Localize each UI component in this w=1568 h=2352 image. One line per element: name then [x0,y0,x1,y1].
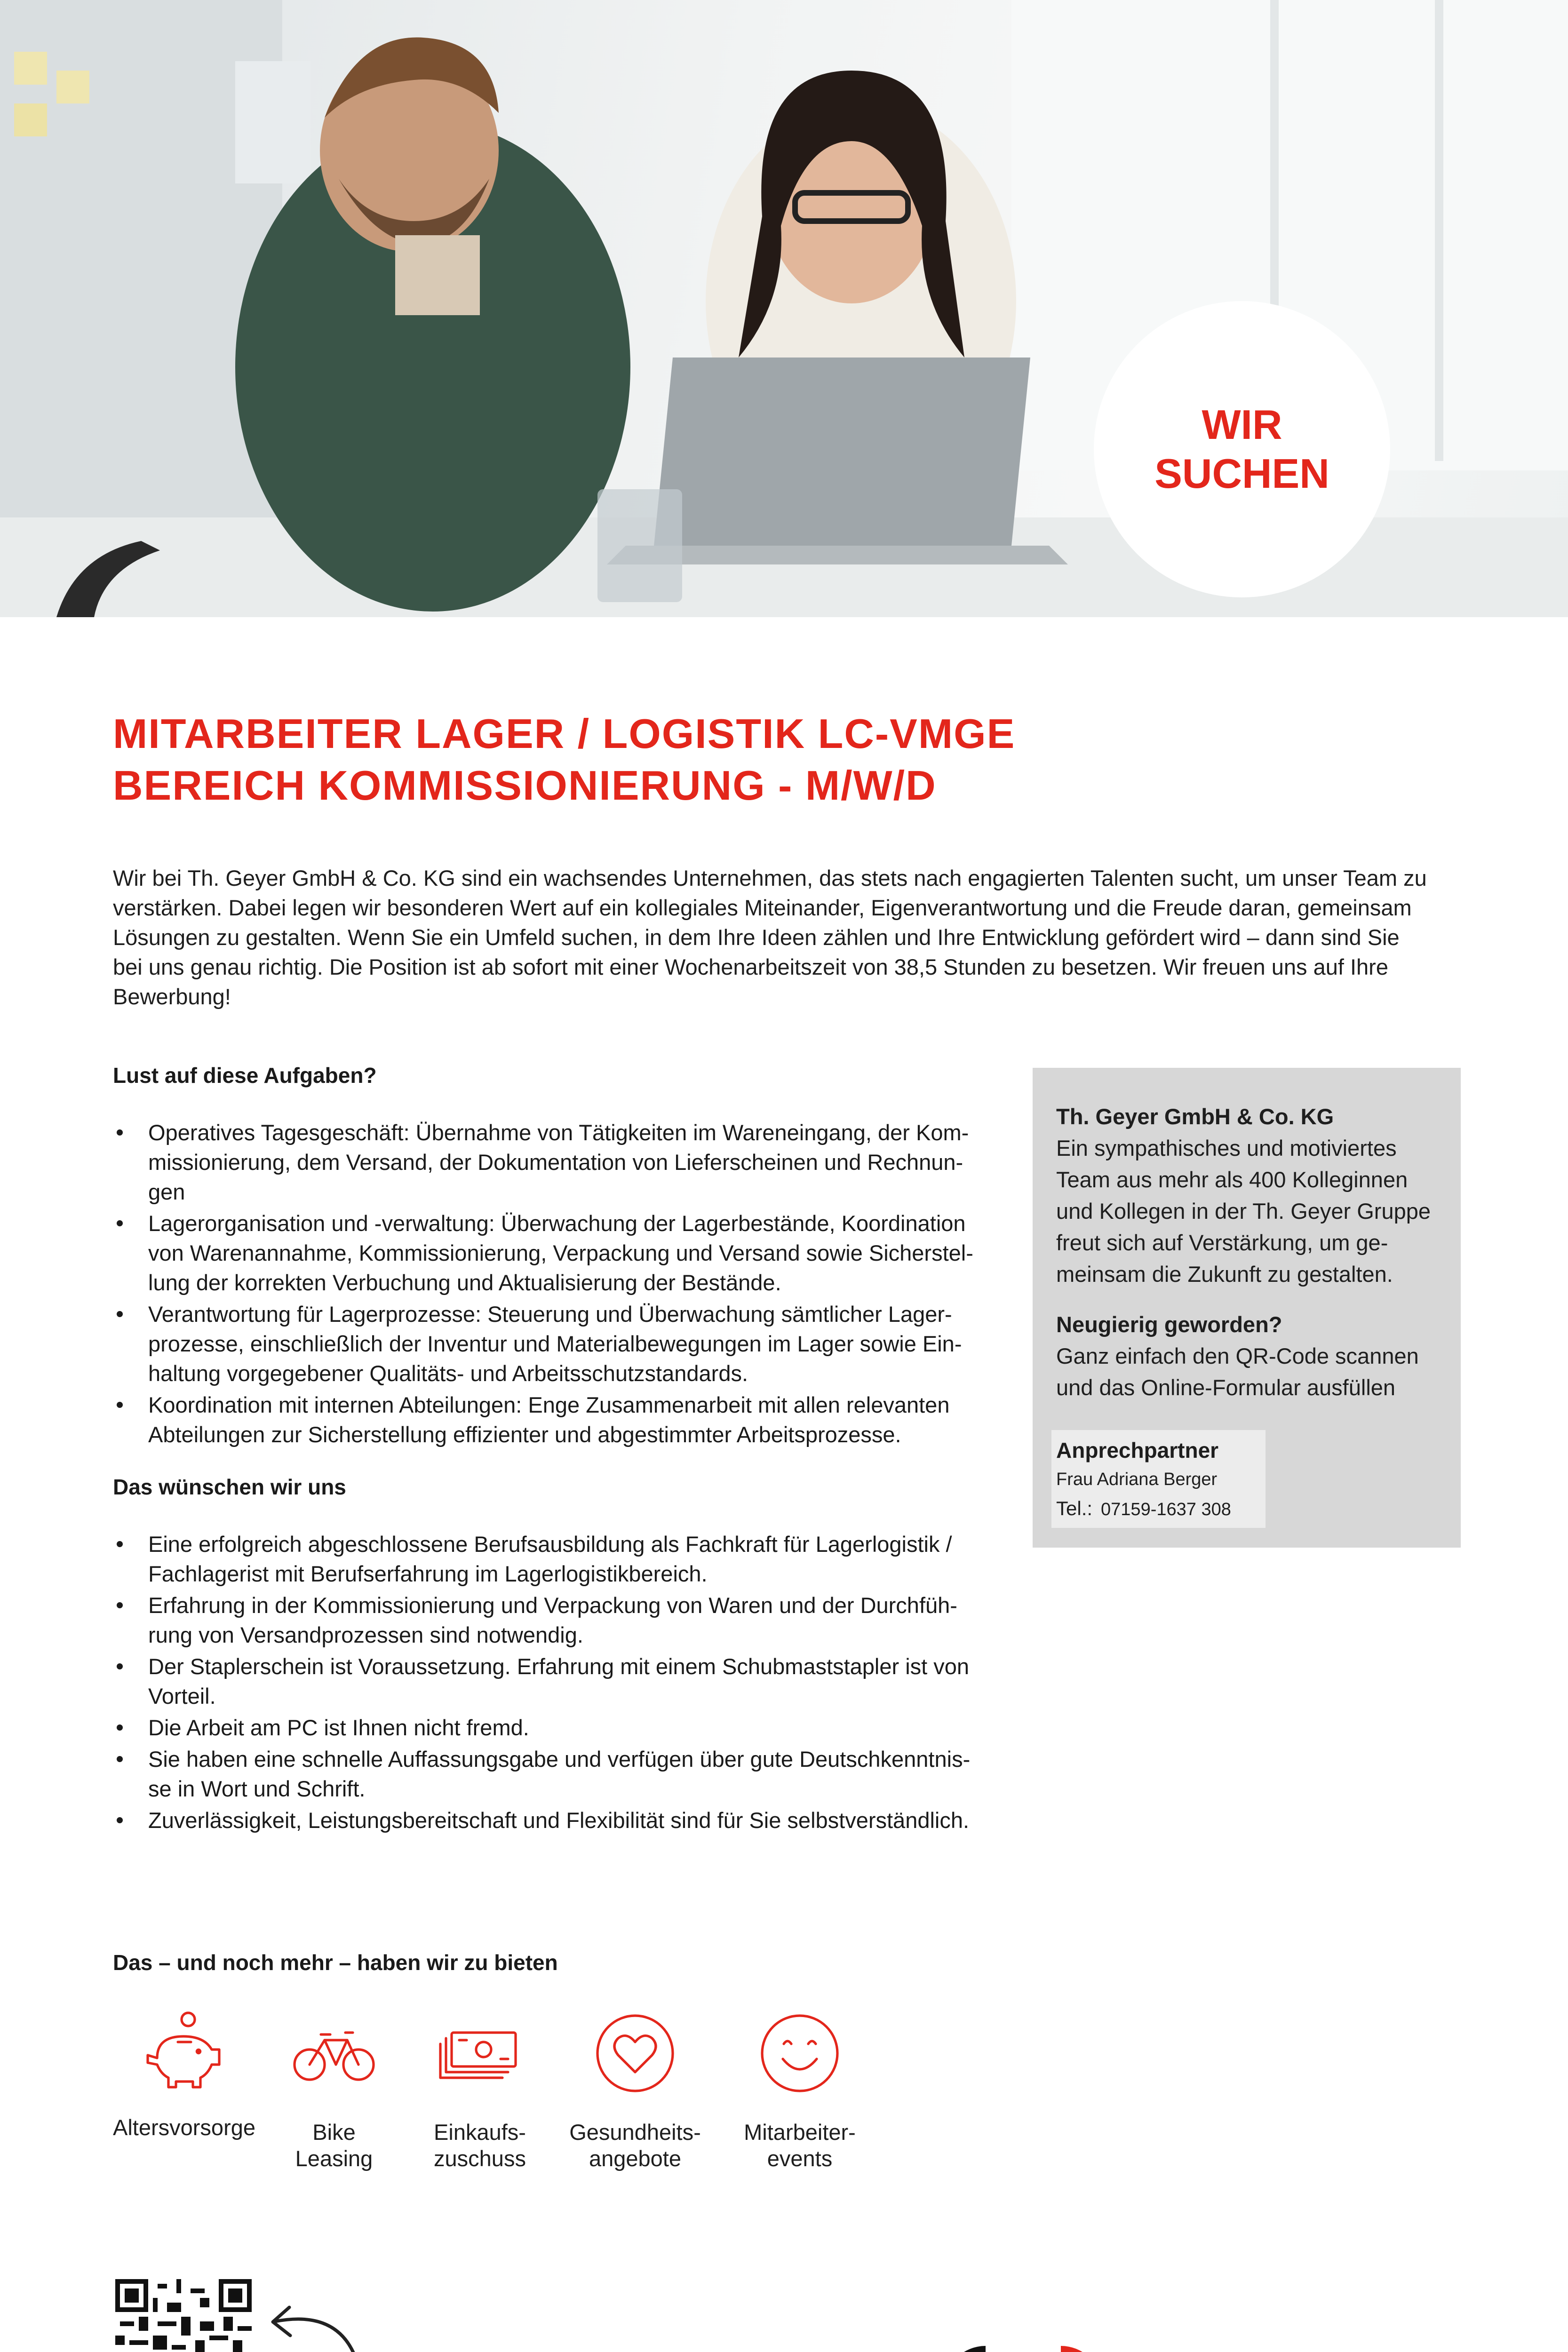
intro-line: Lösungen zu gestalten. Wenn Sie ein Umfeld suchen, in dem Ihre Ideen zählen und Ihre Entwicklung gefördert wird – dann sind Sie [113,925,1400,950]
benefit-altersvorsorge [113,2006,254,2141]
benefits-heading: Das – und noch mehr – haben wir zu bieten [113,1950,558,1975]
benefit-label-line: Gesundheits- [569,2120,701,2145]
wish-item [113,1529,1007,1589]
job-title [113,708,1383,811]
task-line: Koordination mit internen Abteilungen: Enge Zusammenarbeit mit allen relevanten [148,1392,950,1417]
intro-paragraph [113,863,1458,1011]
intro-line: bei uns genau richtig. Die Position ist ab sofort mit einer Wochenarbeitszeit von 38,5 Stunden zu besetzen. Wir freuen uns auf Ihre [113,954,1388,979]
benefit-label [560,2119,710,2172]
benefit-mitarbeiterevents [729,2006,870,2172]
contact-name: Frau Adriana Berger [1056,1470,1218,1489]
task-line: lung der korrekten Verbuchung und Aktualisierung der Bestände. [148,1270,781,1295]
tasks-heading: Lust auf diese Aufgaben? [113,1063,377,1088]
company-text-line: Ein sympathisches und motiviertes [1056,1136,1397,1160]
phone-label: Tel.: [1056,1497,1093,1519]
wish-item [113,1590,1007,1650]
task-line: Verantwortung für Lagerprozesse: Steuerung und Überwachung sämtlicher Lager- [148,1302,952,1327]
bike-icon [287,2006,381,2100]
benefit-label-line: Mitarbeiter- [744,2120,856,2145]
heart-icon [588,2006,682,2100]
contact-phone[interactable] [1056,1494,1261,1524]
benefit-label-line: Einkaufs- [434,2120,526,2145]
benefit-bike-leasing [282,2006,386,2172]
wishes-list [113,1529,1007,1835]
benefit-label-line: angebote [589,2146,682,2171]
wish-line: Die Arbeit am PC ist Ihnen nicht fremd. [148,1715,529,1740]
task-line: haltung vorgegebener Qualitäts- und Arbeitsschutzstandards. [148,1361,748,1386]
curved-arrow-icon [261,2300,365,2352]
task-line: prozesse, einschließlich der Inventur und Materialbewegungen im Lager sowie Ein- [148,1331,962,1356]
task-item [113,1118,1007,1207]
wish-line: Eine erfolgreich abgeschlossene Berufsausbildung als Fachkraft für Lagerlogistik / [148,1532,952,1557]
benefit-label-line: Leasing [295,2146,373,2171]
task-line: Abteilungen zur Sicherstellung effizienter und abgestimmter Arbeitsprozesse. [148,1422,901,1447]
hero-photo [0,0,1568,617]
benefit-label [282,2119,386,2172]
job-title-line1: MITARBEITER LAGER / LOGISTIK LC-VMGE [113,710,1016,757]
task-line: von Warenannahme, Kommissionierung, Verpackung und Versand sowie Sicherstel- [148,1240,973,1265]
th-geyer-logo [941,2340,1463,2352]
company-text-line: meinsam die Zukunft zu gestalten. [1056,1262,1393,1287]
wish-line: Erfahrung in der Kommissionierung und Verpackung von Waren und der Durchfüh- [148,1593,957,1618]
tasks-section [113,1061,1007,1451]
curious-text-line: Ganz einfach den QR-Code scannen [1056,1343,1419,1368]
company-info-box [1033,1068,1461,1548]
money-icon [433,2006,527,2100]
wish-line: Der Staplerschein ist Voraussetzung. Erfahrung mit einem Schubmaststapler ist von [148,1654,970,1679]
wish-item [113,1744,1007,1804]
wish-line: Sie haben eine schnelle Auffassungsgabe und verfügen über gute Deutschkenntnis- [148,1747,971,1772]
phone-number[interactable]: 07159-1637 308 [1101,1500,1231,1519]
task-line: missionierung, dem Versand, der Dokumentation von Lieferscheinen und Rechnun- [148,1150,963,1175]
benefit-label [729,2119,870,2172]
task-item [113,1299,1007,1388]
wir-suchen-badge [1094,301,1390,597]
badge-line2: SUCHEN [1154,450,1329,497]
wish-item [113,1713,1007,1742]
company-text-line: freut sich auf Verstärkung, um ge- [1056,1230,1388,1255]
benefit-label: Altersvorsorge [113,2115,255,2140]
curious-heading: Neugierig geworden? [1056,1312,1282,1337]
benefit-einkaufszuschuss [423,2006,536,2172]
tasks-list [113,1118,1007,1449]
company-name: Th. Geyer GmbH & Co. KG [1056,1104,1334,1129]
benefit-label-line: Bike [312,2120,356,2145]
benefit-label [423,2119,536,2172]
wishes-heading: Das wünschen wir uns [113,1475,346,1499]
wish-item [113,1805,1007,1835]
wish-line: se in Wort und Schrift. [148,1776,366,1801]
task-line: Operatives Tagesgeschäft: Übernahme von Tätigkeiten im Wareneingang, der Kom- [148,1120,969,1145]
curious-text-line: und das Online-Formular ausfüllen [1056,1375,1396,1400]
intro-line: Wir bei Th. Geyer GmbH & Co. KG sind ein wachsendes Unternehmen, das stets nach engagierten Talenten sucht, um unser Team zu [113,866,1427,890]
intro-line: Bewerbung! [113,984,231,1009]
wish-line: Fachlagerist mit Berufserfahrung im Lagerlogistikbereich. [148,1561,708,1586]
task-line: Lagerorganisation und -verwaltung: Überwachung der Lagerbestände, Koordination [148,1211,966,1236]
task-item [113,1208,1007,1297]
piggy-bank-icon [136,2006,231,2100]
job-title-line2: BEREICH KOMMISSIONIERUNG - M/W/D [113,762,937,809]
qr-code[interactable] [115,2279,252,2352]
wish-line: Zuverlässigkeit, Leistungsbereitschaft und Flexibilität sind für Sie selbstverständlich. [148,1808,970,1833]
benefit-label-line: events [767,2146,833,2171]
badge-line1: WIR [1202,401,1282,448]
benefit-label-line: zuschuss [434,2146,526,2171]
benefit-gesundheitsangebote [560,2006,710,2172]
intro-line: verstärken. Dabei legen wir besonderen Wert auf ein kollegiales Miteinander, Eigenverantwortung und die Freude daran, gemeinsam [113,895,1412,920]
contact-heading: Anprechpartner [1056,1438,1219,1462]
wish-item [113,1652,1007,1711]
wish-line: Vorteil. [148,1684,216,1708]
wish-line: rung von Versandprozessen sind notwendig. [148,1622,583,1647]
company-text-line: und Kollegen in der Th. Geyer Gruppe [1056,1199,1431,1224]
company-text-line: Team aus mehr als 400 Kolleginnen [1056,1167,1408,1192]
smiley-icon [753,2006,847,2100]
task-line: gen [148,1179,185,1204]
wishes-section [113,1472,1007,1837]
task-item [113,1390,1007,1449]
contact-card [1051,1430,1266,1528]
